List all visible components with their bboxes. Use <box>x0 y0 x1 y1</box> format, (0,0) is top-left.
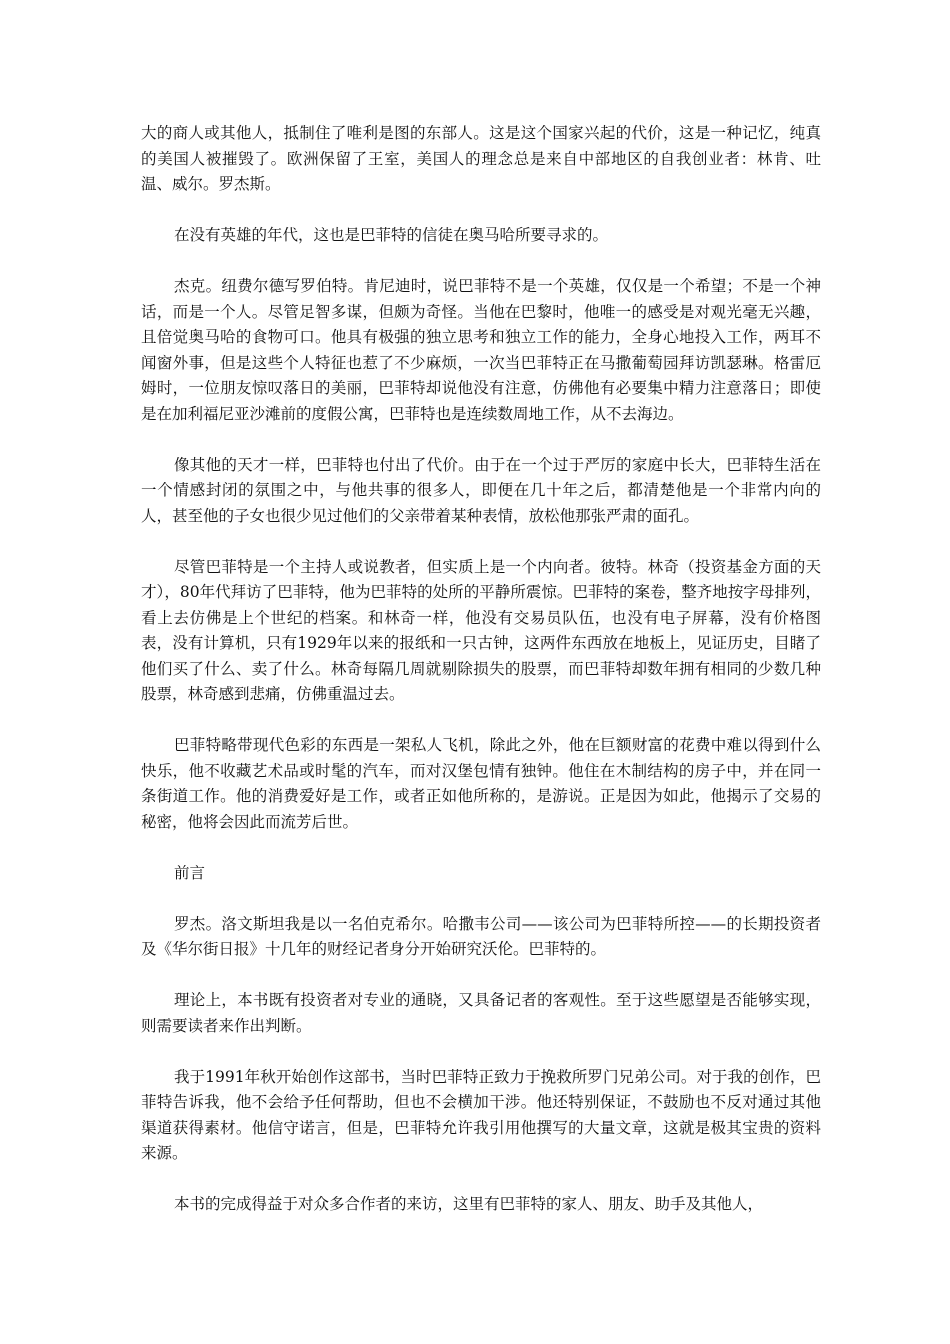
paragraph: 我于1991年秋开始创作这部书，当时巴菲特正致力于挽救所罗门兄弟公司。对于我的创作，巴菲特告诉我，他不会给予任何帮助，但也不会横加干涉。他还特别保证，不鼓励也不反对通过其他渠道获得素材。他信守诺言，但是，巴菲特允许我引用他撰写的大量文章，这就是极其宝贵的资料来源。 <box>141 1067 821 1162</box>
paragraph: 巴菲特略带现代色彩的东西是一架私人飞机，除此之外，他在巨额财富的花费中难以得到什么快乐，他不收藏艺术品或时髦的汽车，而对汉堡包情有独钟。他住在木制结构的房子中，并在同一条街道工作。他的消费爱好是工作，或者正如他所称的，是游说。正是因为如此，他揭示了交易的秘密，他将会因此而流芳后世。 <box>141 736 821 831</box>
paragraph: 像其他的天才一样，巴菲特也付出了代价。由于在一个过于严厉的家庭中长大，巴菲特生活在一个情感封闭的氛围之中，与他共事的很多人，即便在几十年之后，都清楚他是一个非常内向的人，甚至他的子女也很少见过他们的父亲带着某种表情，放松他那张严肃的面孔。 <box>141 455 821 525</box>
paragraph: 本书的完成得益于对众多合作者的来访，这里有巴菲特的家人、朋友、助手及其他人， <box>174 1195 764 1213</box>
paragraph: 在没有英雄的年代，这也是巴菲特的信徒在奥马哈所要寻求的。 <box>174 226 609 244</box>
paragraph: 尽管巴菲特是一个主持人或说教者，但实质上是一个内向者。彼特。林奇（投资基金方面的天才），80年代拜访了巴菲特，他为巴菲特的处所的平静所震惊。巴菲特的案卷，整齐地按字母排列，看上去仿佛是上个世纪的档案。和林奇一样，他没有交易员队伍，也没有电子屏幕，没有价格图表，没有计算机，只有1929年以来的报纸和一只古钟，这两件东西放在地板上，见证历史，目睹了他们买了什么、卖了什么。林奇每隔几周就剔除损失的股票，而巴菲特却数年拥有相同的少数几种股票，林奇感到悲痛，仿佛重温过去。 <box>141 557 821 703</box>
document-body <box>141 121 821 1243</box>
section-heading: 前言 <box>174 863 206 882</box>
paragraph: 杰克。纽费尔德写罗伯特。肯尼迪时，说巴菲特不是一个英雄，仅仅是一个希望；不是一个神话，而是一个人。尽管足智多谋，但颇为奇怪。当他在巴黎时，他唯一的感受是对观光毫无兴趣，且倍觉奥马哈的食物可口。他具有极强的独立思考和独立工作的能力，全身心地投入工作，两耳不闻窗外事，但是这些个人特征也惹了不少麻烦，一次当巴菲特正在马撒葡萄园拜访凯瑟琳。格雷厄姆时，一位朋友惊叹落日的美丽，巴菲特却说他没有注意，仿佛他有必要集中精力注意落日；即使是在加利福尼亚沙滩前的度假公寓，巴菲特也是连续数周地工作，从不去海边。 <box>141 277 821 423</box>
paragraph: 理论上，本书既有投资者对专业的通晓，又具备记者的客观性。至于这些愿望是否能够实现，则需要读者来作出判断。 <box>141 991 821 1035</box>
paragraph: 大的商人或其他人，抵制住了唯利是图的东部人。这是这个国家兴起的代价，这是一种记忆，纯真的美国人被摧毁了。欧洲保留了王室，美国人的理念总是来自中部地区的自我创业者：林肯、吐温、威尔。罗杰斯。 <box>141 124 821 193</box>
paragraph: 罗杰。洛文斯坦我是以一名伯克希尔。哈撒韦公司——该公司为巴菲特所控——的长期投资者及《华尔街日报》十几年的财经记者身分开始研究沃伦。巴菲特的。 <box>141 914 821 958</box>
